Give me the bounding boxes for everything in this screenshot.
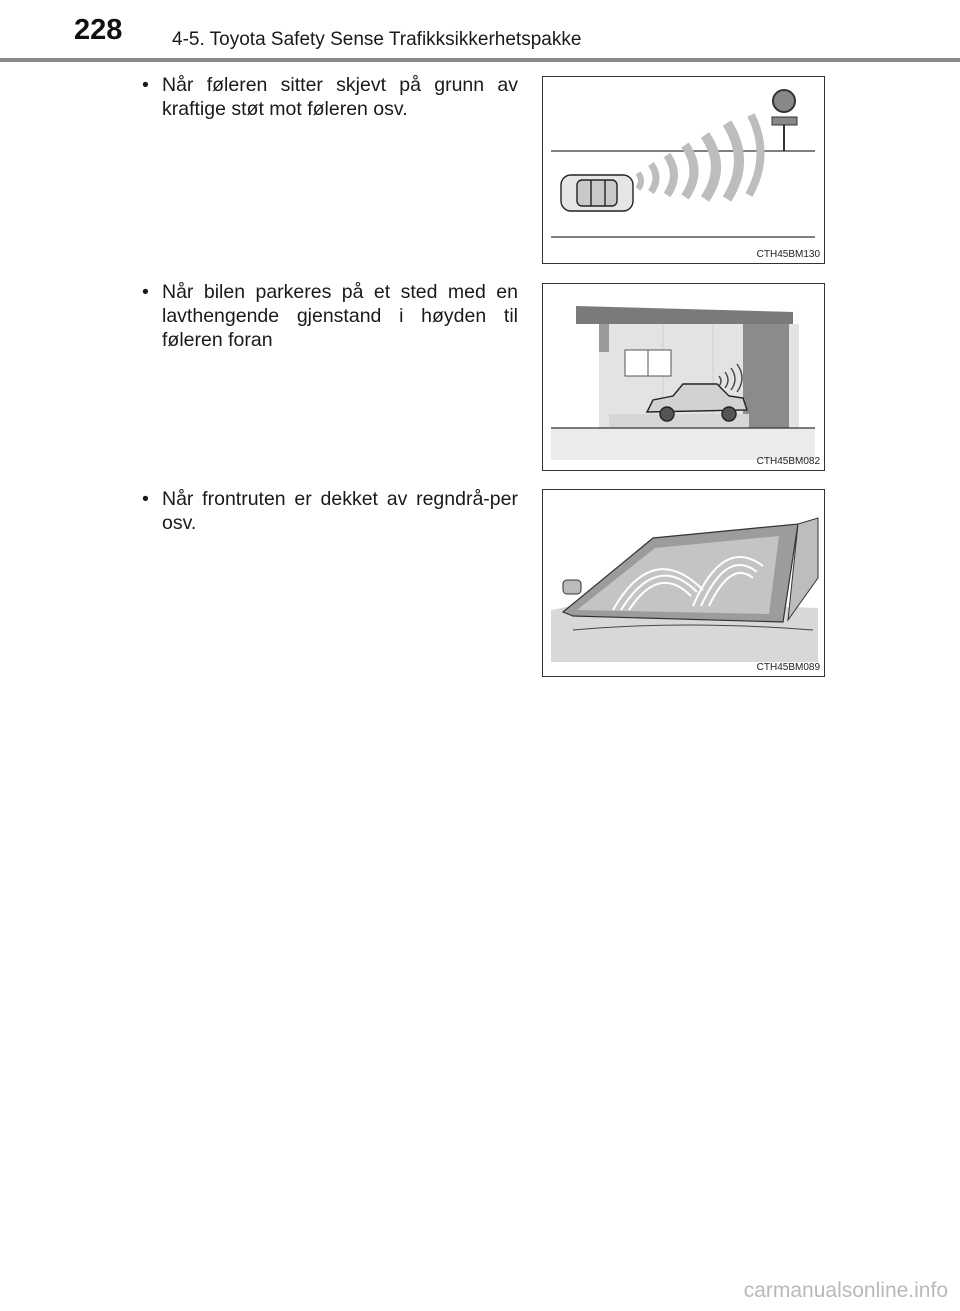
illustration-car-sensor-waves [543, 77, 826, 265]
bullet-mark: • [142, 488, 149, 510]
bullet-item-raindrops-windshield [140, 487, 518, 535]
bullet-text: Når føleren sitter skjevt på grunn av kraftige støt mot føleren osv. [162, 74, 518, 120]
figure-tilted-sensor [542, 76, 825, 264]
bullet-item-low-hanging-object [140, 280, 518, 352]
figure-code: CTH45BM082 [756, 456, 820, 467]
bullet-item-sensor-misaligned [140, 73, 518, 121]
watermark: carmanualsonline.info [743, 1279, 948, 1302]
bullet-mark: • [142, 281, 149, 303]
figure-code: CTH45BM089 [756, 662, 820, 673]
figure-raindrops-windshield [542, 489, 825, 677]
page-number: 228 [74, 14, 123, 46]
illustration-windshield-rain [543, 490, 826, 678]
figure-code: CTH45BM130 [756, 249, 820, 260]
bullet-mark: • [142, 74, 149, 96]
figure-low-hanging-object [542, 283, 825, 471]
section-title: 4-5. Toyota Safety Sense Trafikksikkerhetspakke [172, 29, 582, 50]
bullet-text: Når frontruten er dekket av regndrå-per osv. [162, 488, 518, 534]
bullet-text: Når bilen parkeres på et sted med en lavthengende gjenstand i høyden til føleren foran [162, 281, 518, 351]
illustration-parked-car-garage [543, 284, 826, 472]
header-divider [0, 58, 960, 62]
